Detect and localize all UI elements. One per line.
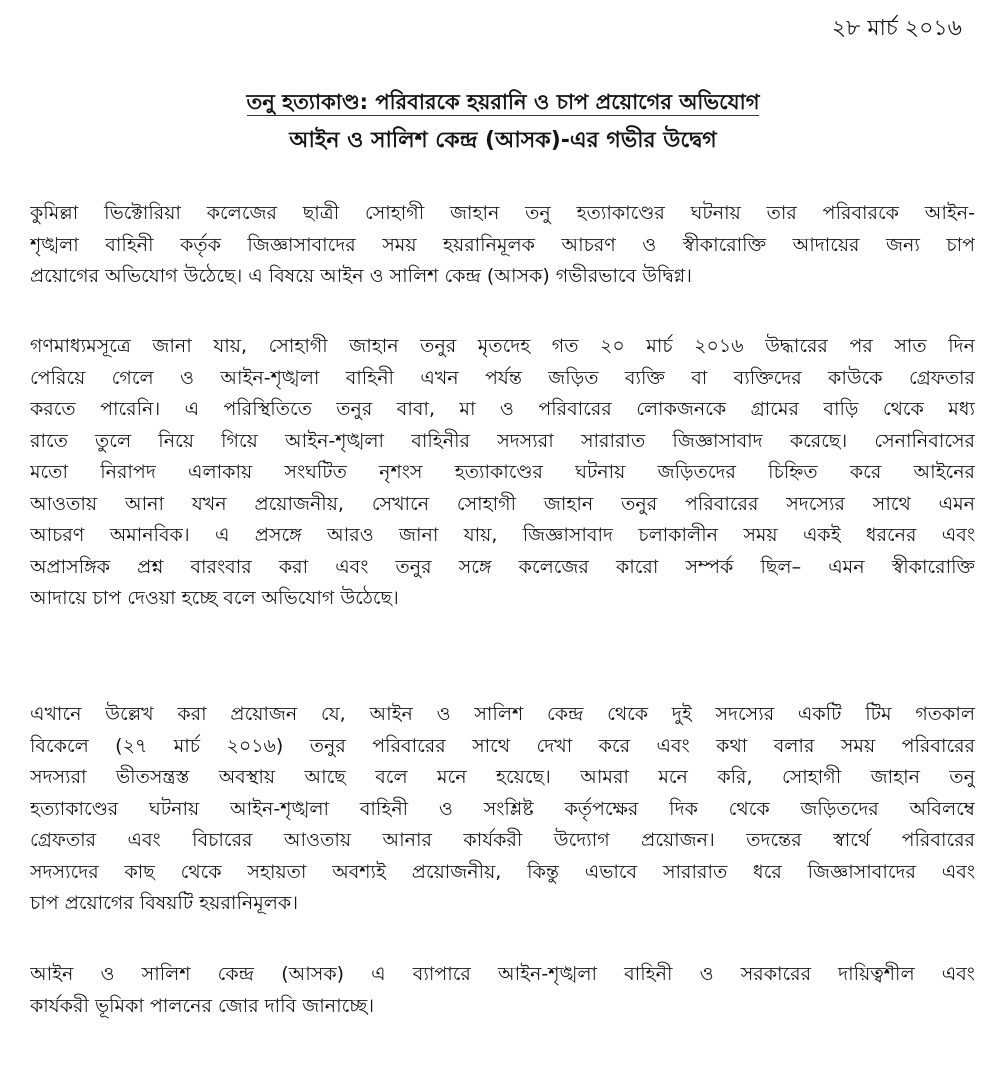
text-line: গ্রেফতার এবং বিচারের আওতায় আনার কার্যকরী উদ্যোগ প্রয়োজন। তদন্তের স্বার্থে পরিবারের bbox=[30, 829, 975, 851]
subheadline: আইন ও সালিশ কেন্দ্র (আসক)-এর গভীর উদ্বেগ bbox=[289, 128, 717, 153]
release-date: ২৮ মার্চ ২০১৬ bbox=[831, 16, 962, 41]
paragraph-4 bbox=[30, 959, 975, 1022]
text-line: আদায়ে চাপ দেওয়া হচ্ছে বলে অভিযোগ উঠেছে। bbox=[30, 587, 399, 609]
paragraph-2 bbox=[30, 331, 975, 615]
text-line: হত্যাকাণ্ডের ঘটনায় আইন-শৃঙ্খলা বাহিনী ও সংশ্লিষ্ট কর্তৃপক্ষের দিক থেকে জড়িতদের অবিলম্বে bbox=[30, 797, 975, 820]
text-line: আচরণ অমানবিক। এ প্রসঙ্গে আরও জানা যায়, জিজ্ঞাসাবাদ চলাকালীন সময় একই ধরনের এবং bbox=[30, 524, 975, 546]
text-line: প্রয়োগের অভিযোগ উঠেছে। এ বিষয়ে আইন ও সালিশ কেন্দ্র (আসক) গভীরভাবে উদ্বিগ্ন। bbox=[30, 265, 692, 287]
headline bbox=[0, 86, 1006, 118]
text-line: মতো নিরাপদ এলাকায় সংঘটিত নৃশংস হত্যাকাণ্ডের ঘটনায় জড়িতদের চিহ্নিত করে আইনের bbox=[30, 461, 975, 483]
paragraph-3 bbox=[30, 699, 975, 920]
text-line: আওতায় আনা যখন প্রয়োজনীয়, সেখানে সোহাগী জাহান তনুর পরিবারের সদস্যের সাথে এমন bbox=[30, 492, 975, 515]
text-line: সদস্যরা ভীতসন্ত্রস্ত অবস্থায় আছে বলে মনে হয়েছে। আমরা মনে করি, সোহাগী জাহান তনু bbox=[30, 766, 975, 788]
text-line: বিকেলে (২৭ মার্চ ২০১৬) তনুর পরিবারের সাথে দেখা করে এবং কথা বলার সময় পরিবারের bbox=[30, 734, 975, 757]
text-line: গণমাধ্যমসূত্রে জানা যায়, সোহাগী জাহান তনুর মৃতদেহ গত ২০ মার্চ ২০১৬ উদ্ধারের পর সাত দিন bbox=[30, 335, 975, 357]
headline-text: তনু হত্যাকাণ্ড: পরিবারকে হয়রানি ও চাপ প্রয়োগের অভিযোগ bbox=[246, 90, 760, 114]
text-line: পেরিয়ে গেলে ও আইন-শৃঙ্খলা বাহিনী এখন পর্যন্ত জড়িত ব্যক্তি বা ব্যক্তিদের কাউকে গ্রেফতার bbox=[30, 366, 975, 389]
text-line: কুমিল্লা ভিক্টোরিয়া কলেজের ছাত্রী সোহাগী জাহান তনু হত্যাকাণ্ডের ঘটনায় তার পরিবারকে আইন- bbox=[30, 202, 975, 224]
text-line: এখানে উল্লেখ করা প্রয়োজন যে, আইন ও সালিশ কেন্দ্র থেকে দুই সদস্যের একটি টিম গতকাল bbox=[30, 703, 975, 725]
text-line: কার্যকরী ভূমিকা পালনের জোর দাবি জানাচ্ছে। bbox=[30, 994, 375, 1017]
text-line: অপ্রাসঙ্গিক প্রশ্ন বারংবার করা এবং তনুর সঙ্গে কলেজের কারো সম্পর্ক ছিল– এমন স্বীকারোক্তি bbox=[30, 555, 975, 578]
text-line: করতে পারেনি। এ পরিস্থিতিতে তনুর বাবা, মা ও পরিবারের লোকজনকে গ্রামের বাড়ি থেকে মধ্য bbox=[30, 398, 975, 420]
text-line: শৃঙ্খলা বাহিনী কর্তৃক জিজ্ঞাসাবাদের সময় হয়রানিমূলক আচরণ ও স্বীকারোক্তি আদায়ের জন্য চাপ bbox=[30, 233, 975, 256]
paragraph-1 bbox=[30, 198, 975, 293]
text-line: আইন ও সালিশ কেন্দ্র (আসক) এ ব্যাপারে আইন-শৃঙ্খলা বাহিনী ও সরকারের দায়িত্বশীল এবং bbox=[30, 963, 975, 985]
text-line: সদস্যদের কাছ থেকে সহায়তা অবশ্যই প্রয়োজনীয়, কিন্তু এভাবে সারারাত ধরে জিজ্ঞাসাবাদের এবং bbox=[30, 860, 975, 883]
text-line: রাতে তুলে নিয়ে গিয়ে আইন-শৃঙ্খলা বাহিনীর সদস্যরা সারারাত জিজ্ঞাসাবাদ করেছে। সেনানিবাসের bbox=[30, 429, 975, 452]
text-line: চাপ প্রয়োগের বিষয়টি হয়রানিমূলক। bbox=[30, 892, 299, 914]
